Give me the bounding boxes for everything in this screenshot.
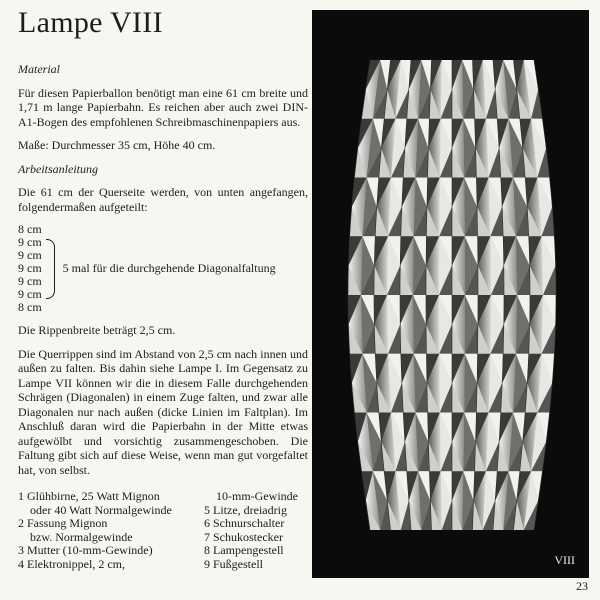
part-item: bzw. Normalgewinde	[30, 529, 133, 544]
measure-item: 8 cm	[18, 300, 42, 314]
part-item: 6 Schnurschalter	[204, 516, 285, 531]
measure-item: 9 cm	[18, 274, 42, 288]
instructions-heading: Arbeitsanleitung	[18, 161, 98, 176]
material-heading: Material	[18, 62, 60, 76]
folded-paper-lamp-illustration	[312, 10, 589, 578]
measure-list	[18, 223, 308, 314]
lamp-photo	[312, 10, 589, 578]
part-item: 8 Lampengestell	[204, 543, 284, 558]
measure-item: 9 cm	[18, 287, 42, 301]
part-item: 3 Mutter (10-mm-Gewinde)	[18, 543, 153, 558]
text-column	[18, 62, 308, 477]
part-item: 2 Fassung Mignon	[18, 516, 108, 531]
rib-width-line: Die Rippenbreite beträgt 2,5 cm.	[18, 323, 176, 337]
part-item: 7 Schukostecker	[204, 529, 283, 544]
part-item: oder 40 Watt Normalgewinde	[30, 502, 172, 517]
brace-note: 5 mal für die durchgehende Diagonalfaltung	[62, 261, 276, 276]
brace	[46, 239, 55, 299]
lamp-body	[348, 60, 556, 530]
instructions-paragraph: Die Querrippen sind im Abstand von 2,5 cm nach innen und außen zu falten. Bis dahin siehe Lampe I. Im Gegensatz zu Lampe VII können wir die in diesem Falle durchgehenden Schrägen (Diagonalen) in einem Zuge falten, und zwar alle Diagonalen nur nach außen (dicke Linien im Faltplan). Im Anschluß daran wird die Papierbahn in der Mitte etwas aufgewölbt und vorsichtig zusammengeschoben. Die Faltung gibt sich auf diese Weise, wenn man gut vorgefaltet hat, von selbst.	[18, 346, 308, 477]
photo-label: VIII	[554, 553, 575, 567]
part-item: 9 Fußgestell	[204, 556, 263, 571]
part-item: 10-mm-Gewinde	[216, 489, 298, 503]
instructions-intro: Die 61 cm der Querseite werden, von unten angefangen, folgendermaßen aufgeteilt:	[18, 185, 308, 214]
part-item: 4 Elektronippel, 2 cm,	[18, 556, 125, 571]
page-number: 23	[576, 579, 588, 593]
part-item: 1 Glühbirne, 25 Watt Mignon	[18, 489, 160, 503]
measure-item: 9 cm	[18, 235, 42, 249]
page-title: Lampe VIII	[18, 6, 163, 39]
measure-item: 9 cm	[18, 248, 42, 262]
part-item: 5 Litze, dreiadrig	[204, 502, 287, 517]
material-paragraph: Für diesen Papierballon benötigt man eine 61 cm breite und 1,71 m lange Papierbahn. Es reichen aber auch zwei DIN-A1-Bogen des empfohlenen Schreibmaschinenpapiers aus.	[18, 85, 308, 129]
dimensions-line: Maße: Durchmesser 35 cm, Höhe 40 cm.	[18, 138, 216, 152]
measure-item: 8 cm	[18, 222, 42, 236]
measure-item: 9 cm	[18, 261, 42, 275]
